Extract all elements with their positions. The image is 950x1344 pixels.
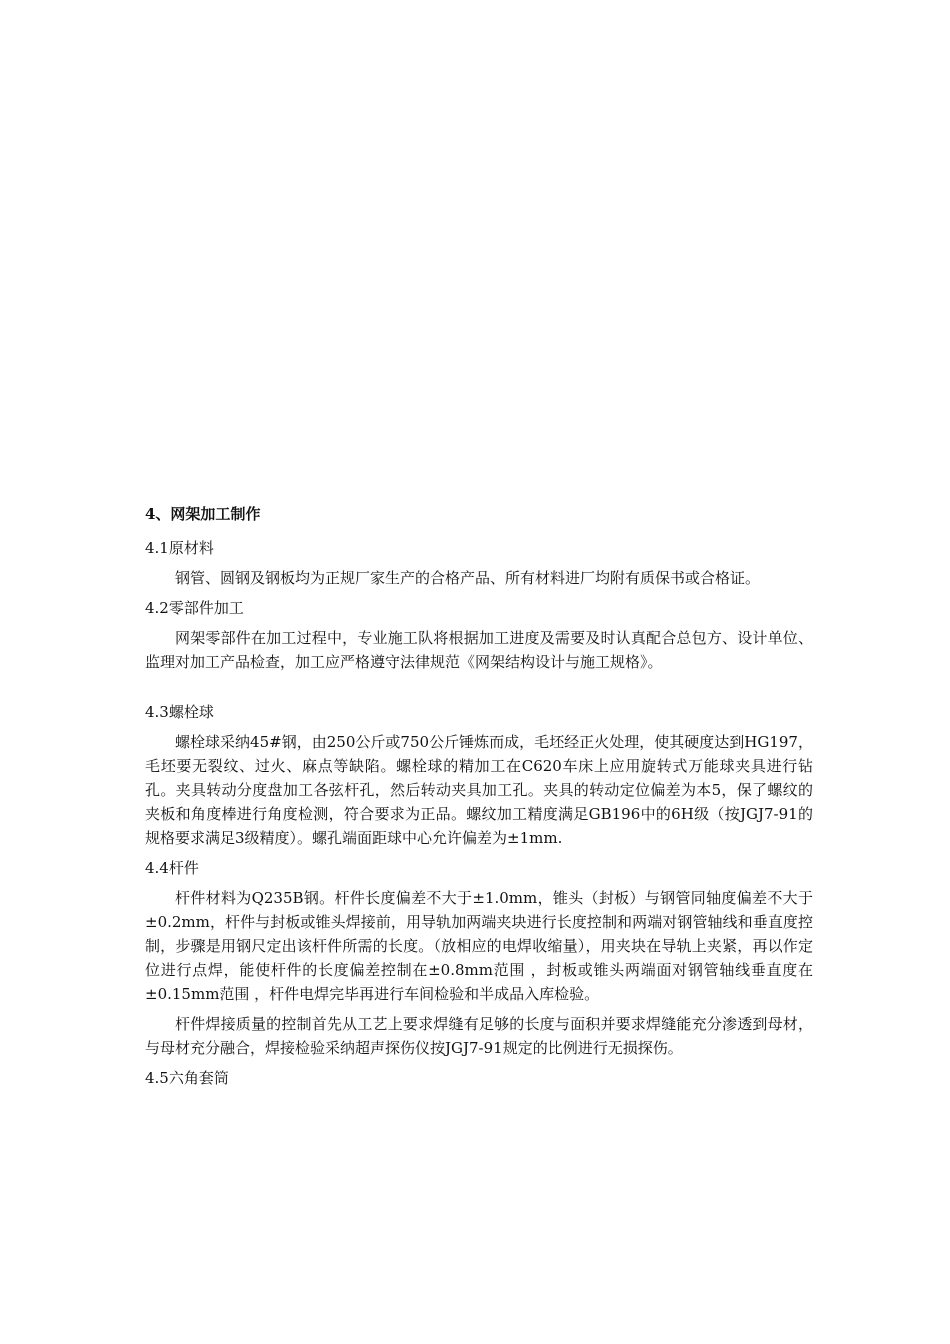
subsection-heading-hex-sleeve: 4.5六角套筒	[145, 1069, 229, 1087]
section-title: 4、网架加工制作	[145, 505, 261, 523]
paragraph-parts-processing: 网架零部件在加工过程中，专业施工队将根据加工进度及需要及时认真配合总包方、设计单位、监理对加工产品检查，加工应严格遵守法律规范《网架结构设计与施工规格》。	[145, 629, 813, 671]
subsection-heading-rods: 4.4杆件	[145, 859, 199, 877]
paragraph-gap	[145, 680, 813, 700]
subsection-heading-bolt-ball: 4.3螺栓球	[145, 703, 214, 721]
paragraph-rods: 杆件材料为Q235B钢。杆件长度偏差不大于±1.0mm，锥头（封板）与钢管同轴度偏差不大于±0.2mm，杆件与封板或锥头焊接前，用导轨加两端夹块进行长度控制和两端对钢管轴线和垂直度控制，步骤是用钢尺定出该杆件所需的长度。（放相应的电焊收缩量），用夹块在导轨上夹紧，再以作定位进行点焊，能使杆件的长度偏差控制在±0.8mm范围 ，封板或锥头两端面对钢管轴线垂直度在±0.15mm范围 ，杆件电焊完毕再进行车间检验和半成品入库检验。	[145, 889, 813, 1003]
document-body	[145, 502, 813, 1096]
subsection-heading-parts-processing: 4.2零部件加工	[145, 599, 244, 617]
paragraph-raw-materials: 钢管、圆钢及钢板均为正规厂家生产的合格产品、所有材料进厂均附有质保书或合格证。	[175, 569, 761, 587]
subsection-heading-raw-materials: 4.1原材料	[145, 539, 214, 557]
paragraph-bolt-ball: 螺栓球采纳45#钢，由250公斤或750公斤锤炼而成，毛坯经正火处理，使其硬度达到HG197，毛坯要无裂纹、过火、麻点等缺陷。螺栓球的精加工在C620车床上应用旋转式万能球夹具进行钻孔。夹具转动分度盘加工各弦杆孔，然后转动夹具加工孔。夹具的转动定位偏差为本5，保了螺纹的夹板和角度棒进行角度检测，符合要求为正品。螺纹加工精度满足GB196中的6H级（按JGJ7-91的规格要求满足3级精度）。螺孔端面距球中心允许偏差为±1mm.	[145, 733, 813, 847]
paragraph-rod-welding: 杆件焊接质量的控制首先从工艺上要求焊缝有足够的长度与面积并要求焊缝能充分渗透到母材，与母材充分融合，焊接检验采纳超声探伤仪按JGJ7-91规定的比例进行无损探伤。	[145, 1015, 813, 1057]
